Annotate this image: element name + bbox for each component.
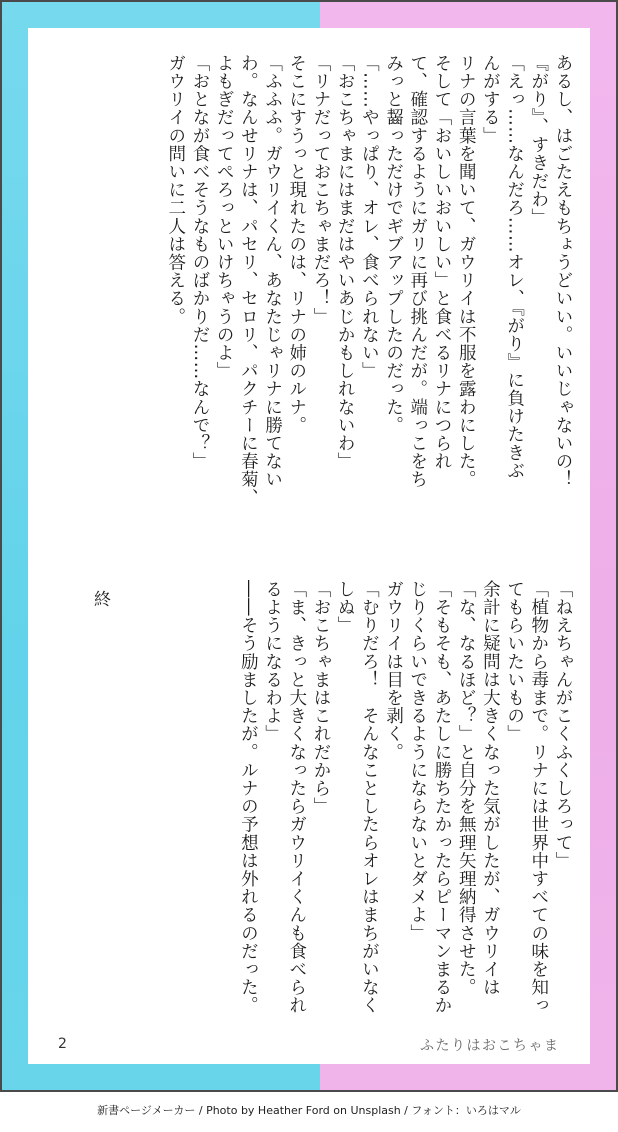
credit-line: 新書ページメーカー / Photo by Heather Ford on Unsplash / フォント：いろはマル [97,1104,521,1117]
text-line: そこにすうっと現れたのは、リナの姉のルナ。 [286,54,307,435]
text-line: るようになるわよ」 [262,580,283,743]
text-line: あるし、はごたえもちょうどいい。いいじゃないの！ [553,54,573,489]
text-line: 余計に疑問は大きくなった気がしたが、ガウリイは [480,580,501,997]
text-line: 「植物から毒まで。リナには世界中すべての味を知っ [528,580,549,1015]
text-line: ガウリイは目を剥く。 [383,580,404,761]
text-line: 「おこちゃまにはまだはやいあじかもしれないわ」 [335,54,356,471]
text-line: 「ふふふ。ガウリイくん、あなたじゃリナに勝てない [262,54,283,489]
text-line: 「リナだっておこちゃまだろ！」 [310,54,331,326]
end-mark: 終 [90,590,110,607]
text-line: よもぎだってぺろっといけちゃうのよ」 [214,54,235,380]
text-line: て、確認するようにガリに再び挑んだが。端っこをち [407,54,428,489]
text-line: 「むりだろ！ そんなことしたらオレはまちがいなく [359,580,380,1015]
text-line: ガウリイの問いに二人は答える。 [165,54,186,326]
text-line: 「ねえちゃんがこくふくしろって」 [553,580,573,870]
text-line: しぬ」 [335,580,356,635]
text-line: んがする」 [480,54,501,145]
text-line: てもらいたいもの」 [504,580,525,743]
text-line: そして「おいしいおいしい」と食べるリナにつられ [431,54,452,471]
text-line: ――そう励ましたが。ルナの予想は外れるのだった。 [238,580,259,1015]
text-line: じりくらいできるようにならないとダメよ」 [407,580,428,942]
text-line: 「……やっぱり、オレ、食べられない」 [359,54,380,380]
text-line: わ。なんせリナは、パセリ、セロリ、パクチーに春菊、 [238,54,259,507]
page-number: 2 [58,1036,67,1052]
text-line: 『がり』、すきだわ」 [528,54,549,227]
text-line: 「おとなが食べそうなものばかりだ……なんで？」 [189,54,210,471]
text-line: 「ま、きっと大きくなったらガウリイくんも食べられ [286,580,307,1015]
upper-text-block [30,54,575,544]
text-line: 「そもそも、あたしに勝ちたかったらピーマンまるか [431,580,452,1015]
text-line: 「な、なるほど？」と自分を無理矢理納得させた。 [456,580,477,997]
lower-text-block [100,580,575,1020]
text-line: みっと齧っただけでギブアップしたのだった。 [383,54,404,435]
text-line: 「えっ……なんだろ……オレ、『がり』に負けたきぶ [504,54,525,480]
text-line: 「おこちゃまはこれだから」 [310,580,331,816]
running-title: ふたりはおこちゃま [420,1038,560,1054]
text-line: リナの言葉を聞いて、ガウリイは不服を露わにした。 [456,54,477,489]
